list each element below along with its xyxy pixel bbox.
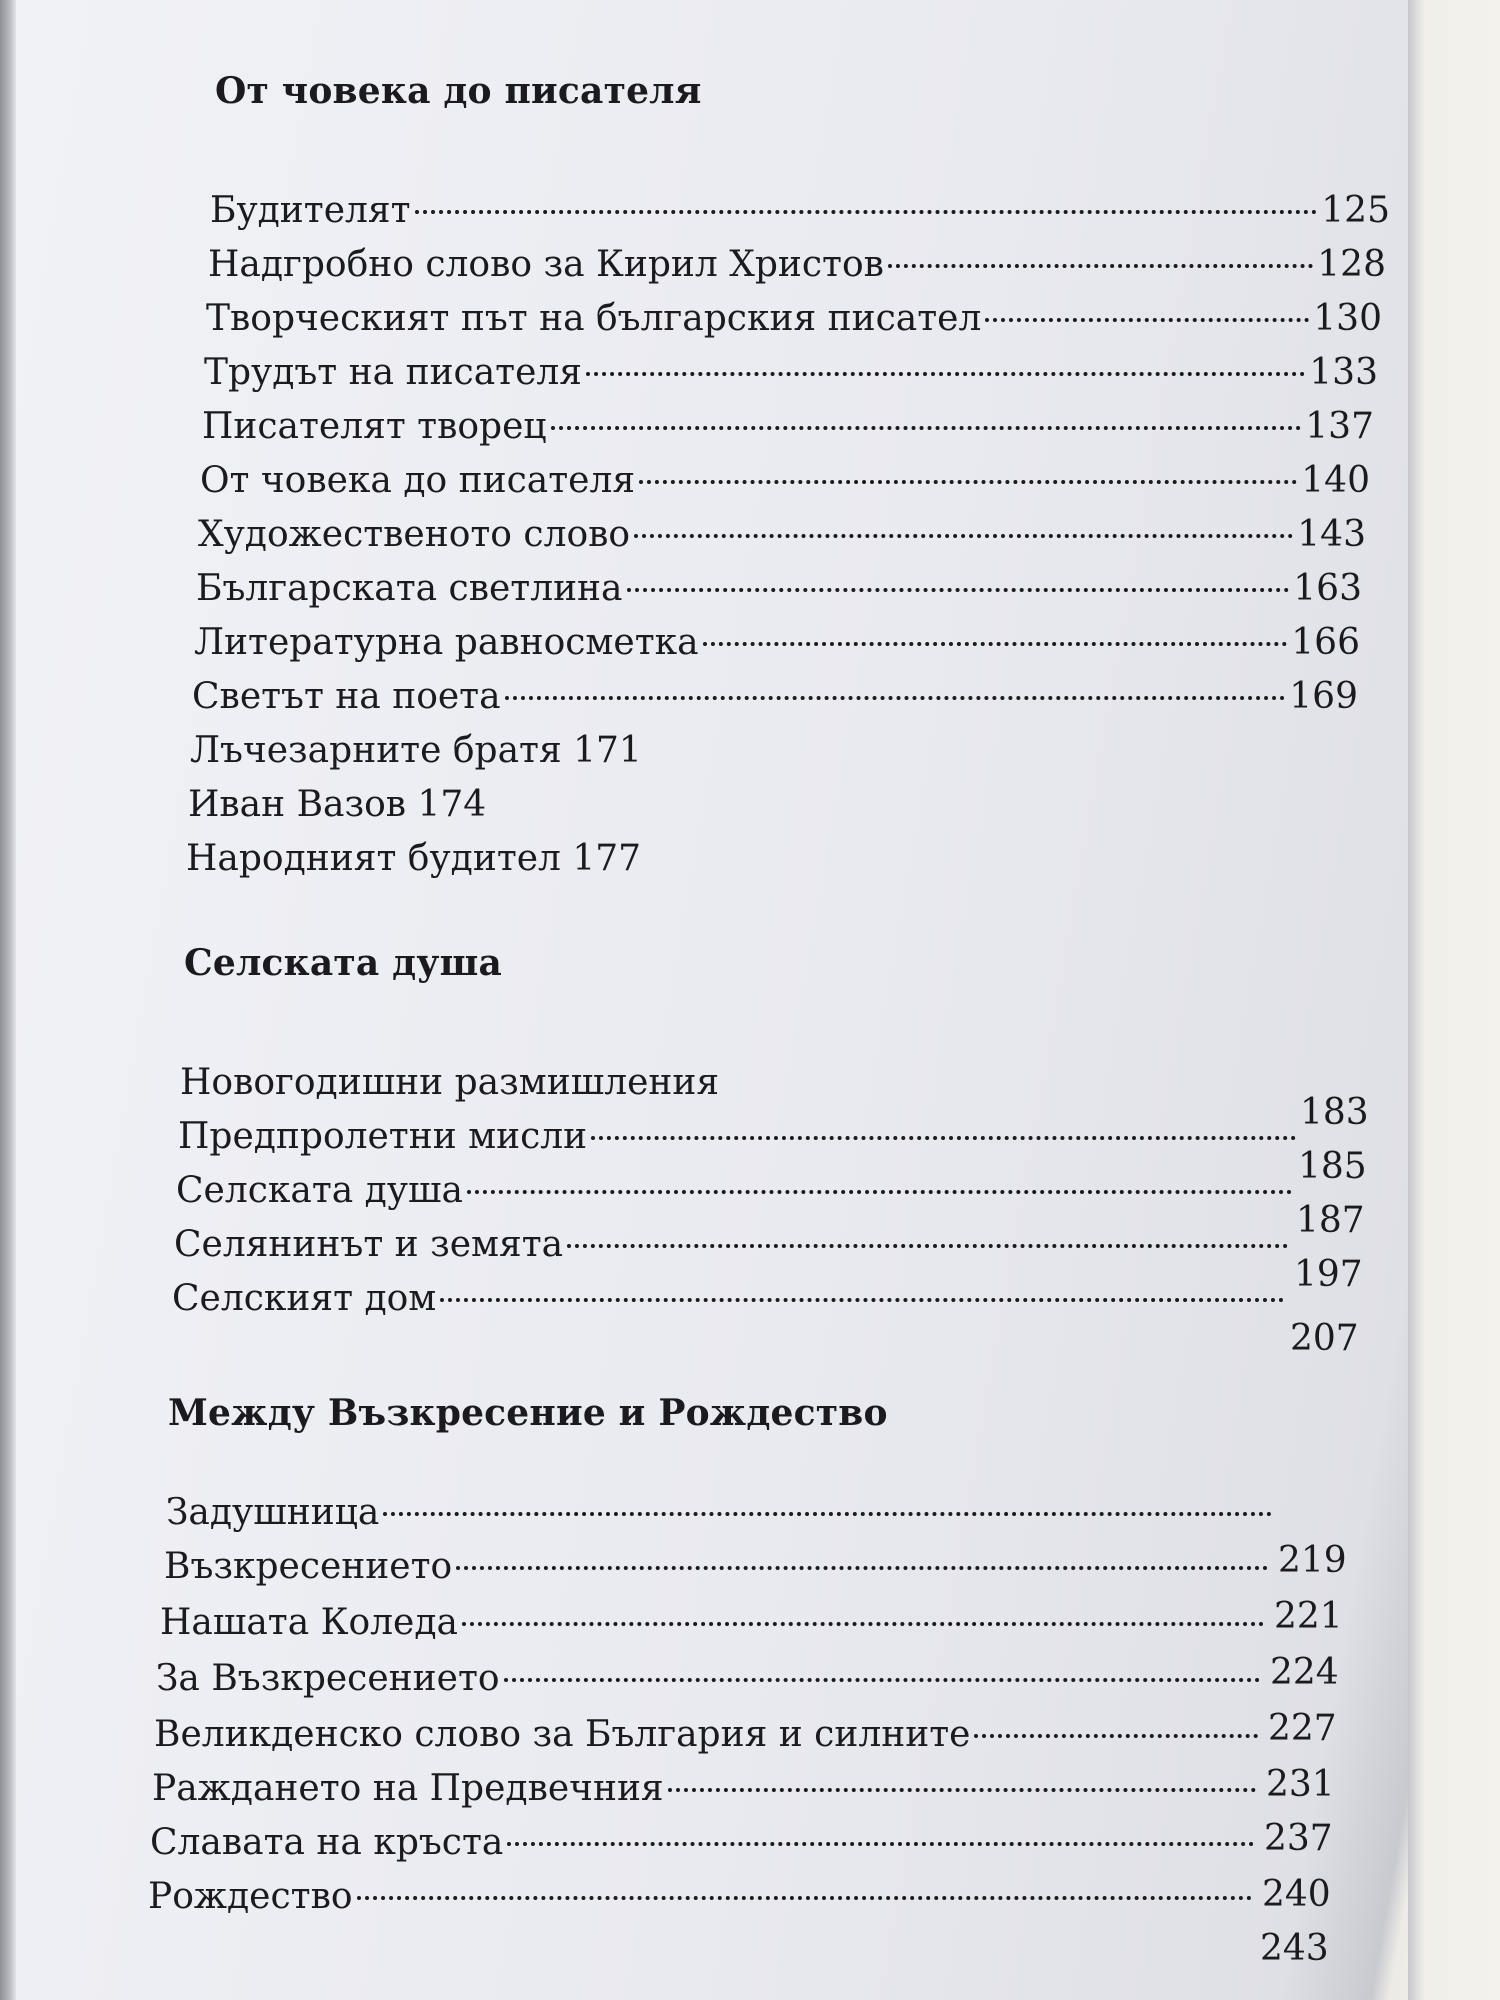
entry-title: Нашата Коледа bbox=[160, 1602, 458, 1643]
toc-entry[interactable] bbox=[156, 1654, 1264, 1704]
dot-leader bbox=[507, 1842, 1254, 1846]
toc-entry[interactable] bbox=[150, 1818, 1258, 1868]
entry-title: Раждането на Предвечния bbox=[152, 1768, 664, 1809]
dot-leader bbox=[505, 696, 1286, 700]
entry-title: Надгробно слово за Кирил Христов bbox=[208, 244, 884, 285]
toc-entry-plain[interactable]: Народният будител 177 bbox=[186, 838, 642, 879]
entry-page: 231 bbox=[1266, 1764, 1335, 1805]
dot-leader bbox=[383, 1512, 1272, 1516]
toc-entry[interactable] bbox=[200, 456, 1370, 506]
dot-leader bbox=[634, 534, 1293, 538]
entry-title: Новогодишни размишления bbox=[180, 1062, 720, 1103]
dot-leader bbox=[462, 1622, 1264, 1626]
dot-leader bbox=[703, 642, 1288, 646]
entry-page: 237 bbox=[1264, 1818, 1333, 1859]
entry-page: 166 bbox=[1291, 622, 1360, 663]
entry-title: Селянинът и земята bbox=[174, 1224, 564, 1265]
toc-entry[interactable] bbox=[148, 1872, 1256, 1922]
dot-leader bbox=[985, 318, 1309, 322]
entry-title: Творческият път на българския писател bbox=[206, 298, 982, 339]
toc-entry[interactable] bbox=[172, 1274, 1288, 1324]
toc-entry[interactable] bbox=[176, 1166, 1296, 1216]
toc-entry[interactable] bbox=[206, 294, 1382, 344]
toc-entry[interactable] bbox=[152, 1764, 1260, 1814]
toc-entry[interactable] bbox=[210, 186, 1390, 236]
entry-title: Селската душа bbox=[176, 1170, 463, 1211]
entry-title: Задушница bbox=[166, 1492, 380, 1533]
entry-page: 224 bbox=[1270, 1652, 1339, 1693]
dot-leader bbox=[504, 1678, 1260, 1682]
entry-page: 185 bbox=[1298, 1146, 1367, 1187]
entry-title: Художественото слово bbox=[198, 514, 631, 555]
dot-leader bbox=[668, 1788, 1256, 1792]
dot-leader bbox=[551, 426, 1302, 430]
entry-page: 128 bbox=[1317, 244, 1386, 285]
dot-leader bbox=[586, 372, 1305, 376]
dot-leader bbox=[591, 1136, 1296, 1140]
entry-page: 183 bbox=[1300, 1092, 1369, 1133]
toc-entry[interactable] bbox=[204, 348, 1378, 398]
entry-page: 133 bbox=[1309, 352, 1378, 393]
entry-page: 187 bbox=[1296, 1200, 1365, 1241]
entry-page: 125 bbox=[1321, 190, 1390, 231]
entry-page: 227 bbox=[1268, 1708, 1337, 1749]
dot-leader bbox=[456, 1566, 1268, 1570]
entry-title: Светът на поета bbox=[192, 676, 501, 717]
entry-page: 240 bbox=[1262, 1874, 1331, 1915]
entry-title: Възкресението bbox=[164, 1546, 453, 1587]
dot-leader bbox=[440, 1298, 1284, 1302]
book-spine-shadow bbox=[0, 0, 16, 2000]
dot-leader bbox=[467, 1190, 1292, 1194]
toc-entry-plain[interactable]: Иван Вазов 174 bbox=[188, 784, 487, 825]
entry-title: От човека до писателя bbox=[200, 460, 636, 501]
entry-page: 169 bbox=[1289, 676, 1358, 717]
section-title: От човека до писателя bbox=[215, 70, 702, 112]
toc-entry[interactable] bbox=[196, 564, 1362, 614]
toc-entry[interactable] bbox=[180, 1058, 1360, 1108]
entry-page: 140 bbox=[1301, 460, 1370, 501]
toc-entry[interactable] bbox=[160, 1598, 1268, 1648]
entry-page: 143 bbox=[1297, 514, 1366, 555]
entry-page: 137 bbox=[1305, 406, 1374, 447]
entry-page: 207 bbox=[1290, 1318, 1359, 1359]
entry-title: Рождество bbox=[148, 1876, 353, 1917]
entry-title: Будителят bbox=[210, 190, 411, 231]
entry-title: Трудът на писателя bbox=[204, 352, 582, 393]
entry-title: Великденско слово за България и силните bbox=[154, 1714, 971, 1755]
toc-entry[interactable] bbox=[192, 672, 1358, 722]
toc-entry-plain[interactable]: Лъчезарните братя 171 bbox=[190, 730, 642, 771]
dot-leader bbox=[627, 588, 1290, 592]
entry-title: Славата на кръста bbox=[150, 1822, 504, 1863]
section-title: Селската душа bbox=[184, 942, 503, 984]
toc-entry[interactable] bbox=[194, 618, 1360, 668]
entry-title: Селският дом bbox=[172, 1278, 437, 1319]
toc-entry[interactable] bbox=[208, 240, 1386, 290]
adjacent-page-edge bbox=[1408, 0, 1500, 2000]
entry-page: 163 bbox=[1293, 568, 1362, 609]
entry-page: 197 bbox=[1294, 1254, 1363, 1295]
dot-leader bbox=[888, 264, 1313, 268]
dot-leader bbox=[974, 1734, 1258, 1738]
toc-entry[interactable] bbox=[154, 1710, 1262, 1760]
entry-page: 243 bbox=[1260, 1928, 1329, 1969]
toc-entry[interactable] bbox=[174, 1220, 1292, 1270]
entry-title: Писателят творец bbox=[202, 406, 547, 447]
entry-page: 221 bbox=[1274, 1596, 1343, 1637]
toc-entry[interactable] bbox=[166, 1488, 1276, 1538]
dot-leader bbox=[415, 210, 1318, 214]
entry-title: За Възкресението bbox=[156, 1658, 500, 1699]
entry-title: Литературна равносметка bbox=[194, 622, 699, 663]
toc-entry[interactable] bbox=[178, 1112, 1300, 1162]
entry-page: 219 bbox=[1278, 1540, 1347, 1581]
entry-page: 130 bbox=[1313, 298, 1382, 339]
dot-leader bbox=[357, 1896, 1252, 1900]
section-title: Между Възкресение и Рождество bbox=[168, 1392, 888, 1434]
toc-entry[interactable] bbox=[164, 1542, 1272, 1592]
dot-leader bbox=[567, 1244, 1288, 1248]
dot-leader bbox=[639, 480, 1297, 484]
toc-entry[interactable] bbox=[198, 510, 1366, 560]
toc-entry[interactable] bbox=[202, 402, 1374, 452]
entry-title: Предпролетни мисли bbox=[178, 1116, 588, 1157]
entry-title: Българската светлина bbox=[196, 568, 623, 609]
